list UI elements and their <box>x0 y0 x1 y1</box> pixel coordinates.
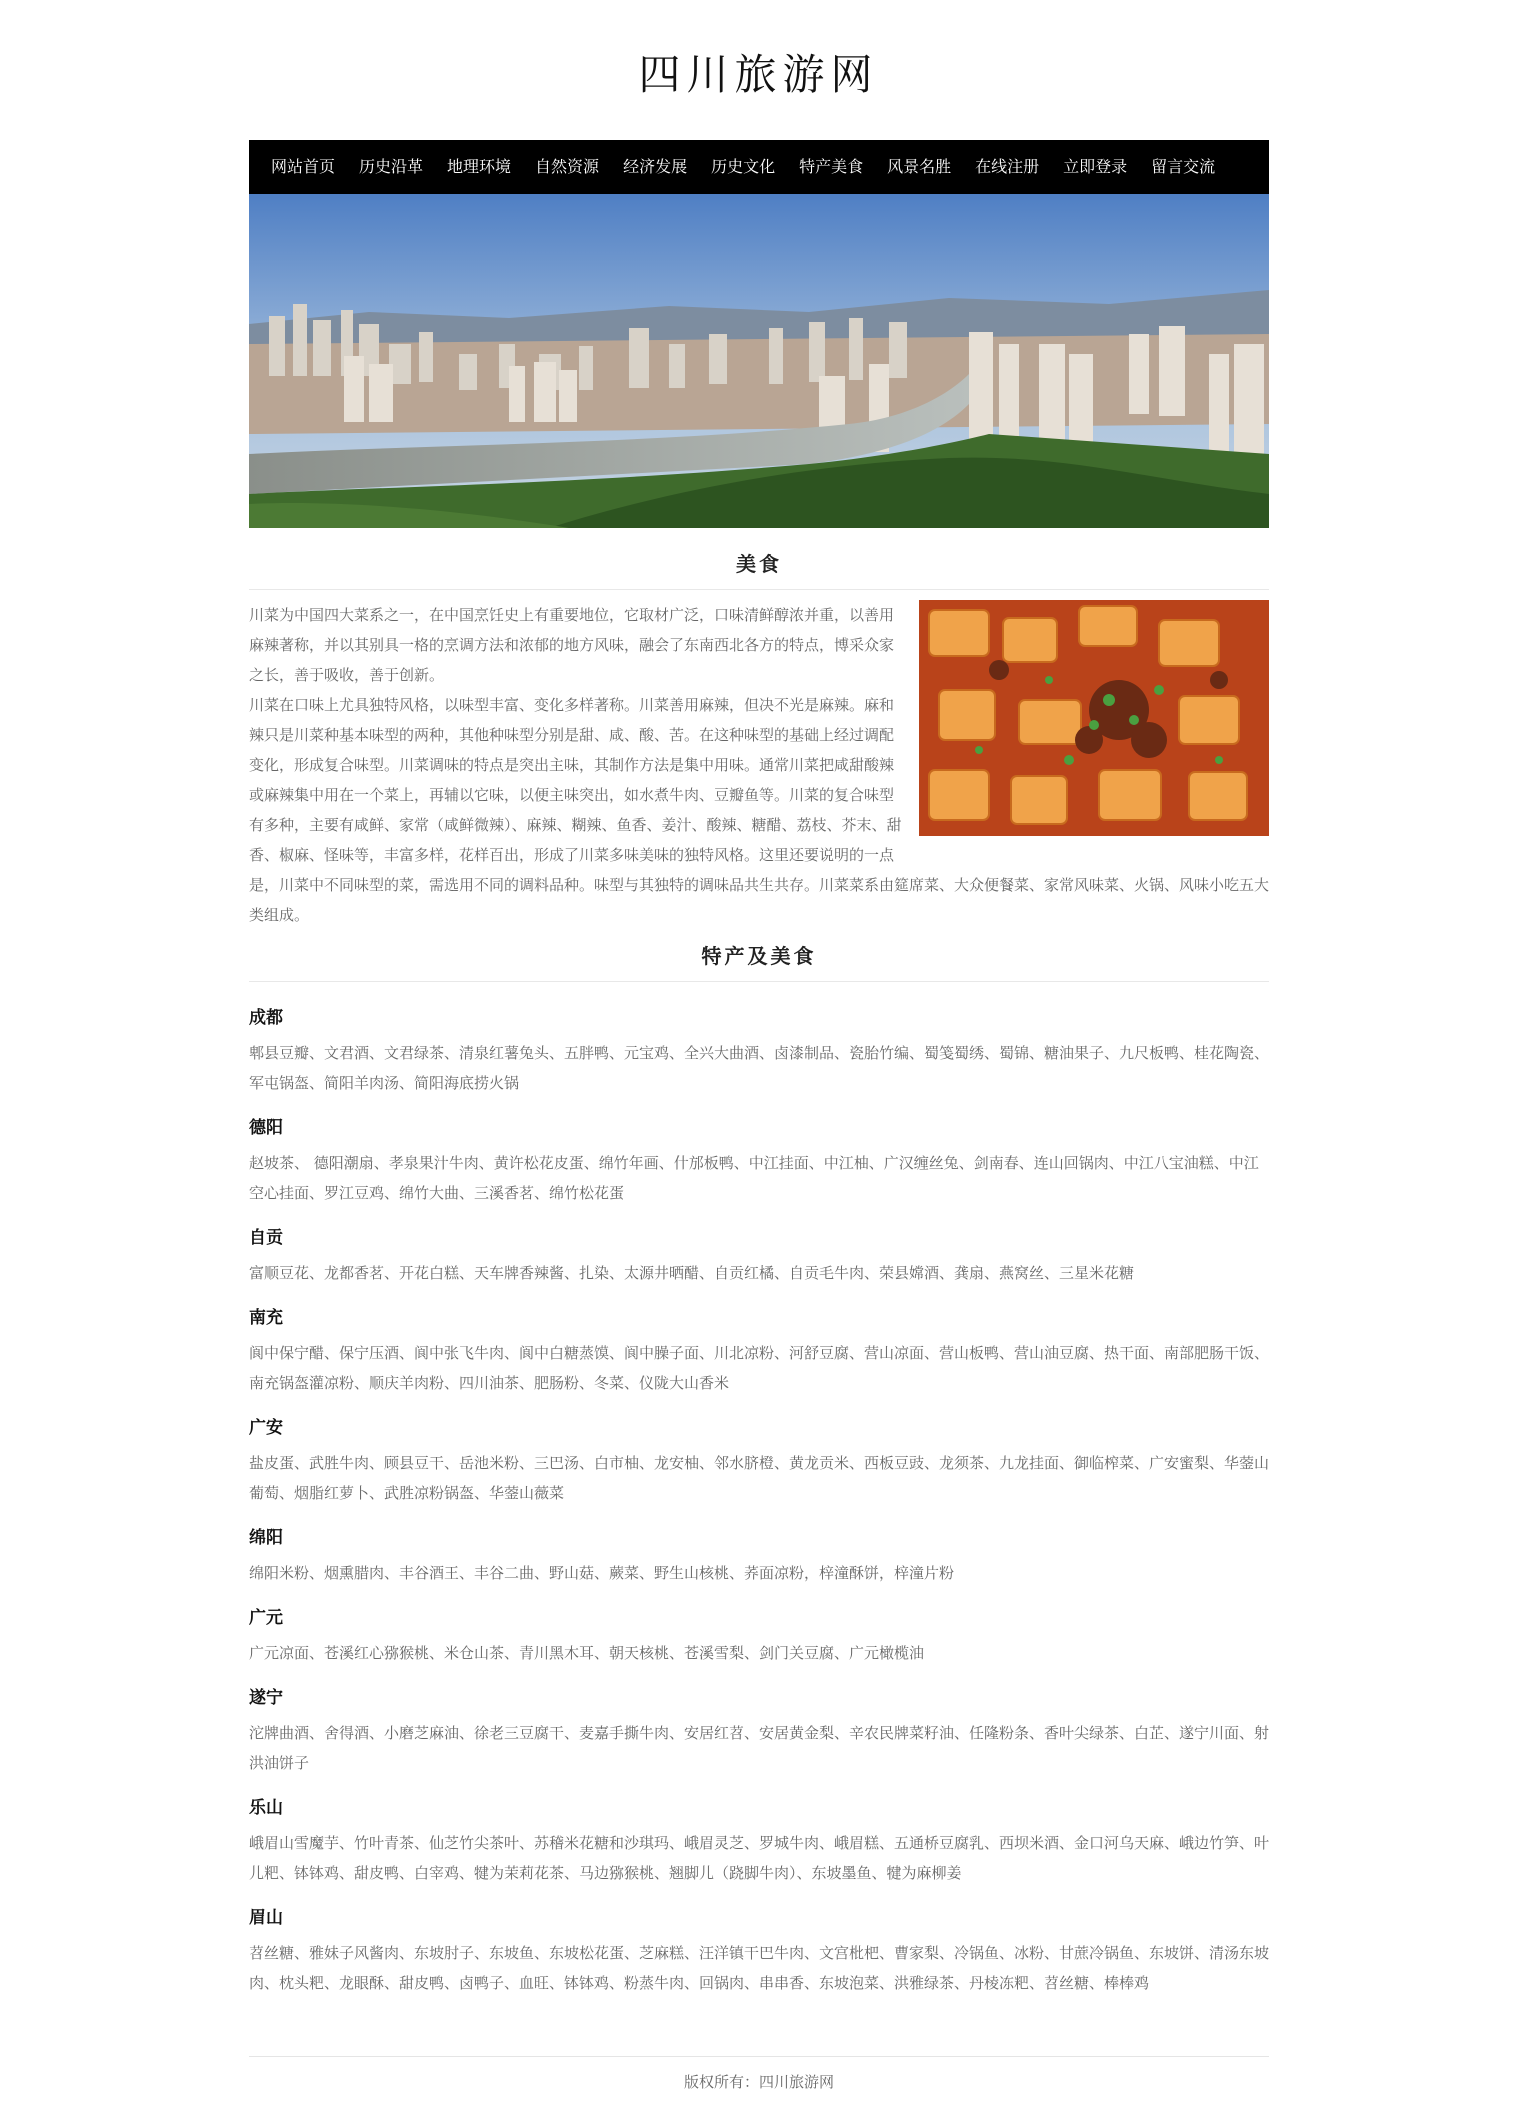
city-products-chengdu: 郫县豆瓣、文君酒、文君绿茶、清泉红薯兔头、五胖鸭、元宝鸡、全兴大曲酒、卤漆制品、瓷胎竹编、蜀笺蜀绣、蜀锦、糖油果子、九尺板鸭、桂花陶瓷、军屯锅盔、简阳羊肉汤、简阳海底捞火锅 <box>249 1044 1270 1092</box>
footer <box>249 2056 1269 2092</box>
city-heading-guangyuan: 广元 <box>249 1608 283 1628</box>
city-products-guangan: 盐皮蛋、武胜牛肉、顾县豆干、岳池米粉、三巴汤、白市柚、龙安柚、邻水脐橙、黄龙贡米、西板豆豉、龙须茶、九龙挂面、御临榨菜、广安蜜梨、华蓥山葡萄、烟脂红萝卜、武胜凉粉锅盔、华蓥山薇菜 <box>249 1454 1270 1502</box>
nav-history[interactable]: 历史沿革 <box>359 157 424 176</box>
nav-message[interactable]: 留言交流 <box>1151 157 1216 176</box>
city-products-deyang: 赵坡茶、 德阳潮扇、孝泉果汁牛肉、黄许松花皮蛋、绵竹年画、什邡板鸭、中江挂面、中江柚、广汉缠丝兔、剑南春、连山回锅肉、中江八宝油糕、中江空心挂面、罗江豆鸡、绵竹大曲、三溪香茗、绵竹松花蛋 <box>249 1154 1259 1202</box>
nav-culture[interactable]: 历史文化 <box>711 157 776 176</box>
city-heading-guangan: 广安 <box>249 1418 283 1438</box>
city-products-guangyuan: 广元凉面、苍溪红心猕猴桃、米仓山茶、青川黑木耳、朝天核桃、苍溪雪梨、剑门关豆腐、广元橄榄油 <box>249 1644 925 1662</box>
food-paragraph-1: 川菜为中国四大菜系之一，在中国烹饪史上有重要地位，它取材广泛，口味清鲜醇浓并重，以善用麻辣著称，并以其别具一格的烹调方法和浓郁的地方风味，融会了东南西北各方的特点，博采众家之长，善于吸收，善于创新。 <box>249 606 895 684</box>
city-heading-deyang: 德阳 <box>249 1118 283 1138</box>
specialties-list <box>249 998 1269 1998</box>
food-section-title: 美食 <box>249 548 1269 590</box>
city-heading-chengdu: 成都 <box>249 1008 283 1028</box>
nav-register[interactable]: 在线注册 <box>975 157 1040 176</box>
hero-city-image <box>249 194 1269 528</box>
city-products-nanchong: 阆中保宁醋、保宁压酒、阆中张飞牛肉、阆中白糖蒸馍、阆中臊子面、川北凉粉、河舒豆腐、营山凉面、营山板鸭、营山油豆腐、热干面、南部肥肠干饭、南充锅盔灌凉粉、顺庆羊肉粉、四川油茶、肥肠粉、冬菜、仪陇大山香米 <box>249 1344 1270 1392</box>
city-heading-zigong: 自贡 <box>249 1228 283 1248</box>
nav-scenery[interactable]: 风景名胜 <box>887 157 952 176</box>
city-products-meishan: 苕丝糖、雅妹子风酱肉、东坡肘子、东坡鱼、东坡松花蛋、芝麻糕、汪洋镇干巴牛肉、文宫枇杷、曹家梨、冷锅鱼、冰粉、甘蔗冷锅鱼、东坡饼、清汤东坡肉、枕头粑、龙眼酥、甜皮鸭、卤鸭子、血旺、钵钵鸡、粉蒸牛肉、回锅肉、串串香、东坡泡菜、洪雅绿茶、丹棱冻粑、苕丝糖、棒棒鸡 <box>249 1944 1270 1992</box>
city-heading-suining: 遂宁 <box>249 1688 283 1708</box>
nav-economy[interactable]: 经济发展 <box>623 157 688 176</box>
nav-geography[interactable]: 地理环境 <box>447 157 512 176</box>
city-heading-leshan: 乐山 <box>249 1798 283 1818</box>
city-products-zigong: 富顺豆花、龙都香茗、开花白糕、天车牌香辣酱、扎染、太源井晒醋、自贡红橘、自贡毛牛肉、荣县嫦酒、龚扇、燕窝丝、三星米花糖 <box>249 1264 1135 1282</box>
nav-login[interactable]: 立即登录 <box>1063 157 1128 176</box>
city-products-leshan: 峨眉山雪魔芋、竹叶青茶、仙芝竹尖茶叶、苏稽米花糖和沙琪玛、峨眉灵芝、罗城牛肉、峨眉糕、五通桥豆腐乳、西坝米酒、金口河乌天麻、峨边竹笋、叶儿粑、钵钵鸡、甜皮鸭、白宰鸡、犍为茉莉花茶、马边猕猴桃、翘脚儿（跷脚牛肉）、东坡墨鱼、犍为麻柳姜 <box>249 1834 1270 1882</box>
nav-resources[interactable]: 自然资源 <box>535 157 600 176</box>
food-section <box>249 548 1269 2008</box>
nav-food[interactable]: 特产美食 <box>799 157 864 176</box>
food-paragraph-2: 川菜在口味上尤具独特风格，以味型丰富、变化多样著称。川菜善用麻辣，但决不光是麻辣。麻和辣只是川菜种基本味型的两种，其他种味型分别是甜、咸、酸、苦。在这种味型的基础上经过调配变化，形成复合味型。川菜调味的特点是突出主味，其制作方法是集中用味。通常川菜把咸甜酸辣或麻辣集中用在一个菜上，再辅以它味，以便主味突出，如水煮牛肉、豆瓣鱼等。川菜的复合味型有多种，主要有咸鲜、家常（咸鲜微辣）、麻辣、糊辣、鱼香、姜汁、酸辣、糖醋、荔枝、芥末、甜香、椒麻、怪味等，丰富多样，花样百出，形成了川菜多味美味的独特风格。这里还要说明的一点是，川菜中不同味型的菜，需选用不同的调料品种。味型与其独特的调味品共生共存。川菜菜系由筵席菜、大众便餐菜、家常风味菜、火锅、风味小吃五大类组成。 <box>249 696 1270 924</box>
city-heading-nanchong: 南充 <box>249 1308 283 1328</box>
city-heading-mianyang: 绵阳 <box>249 1528 283 1548</box>
city-heading-meishan: 眉山 <box>249 1908 283 1928</box>
city-products-suining: 沱牌曲酒、舍得酒、小磨芝麻油、徐老三豆腐干、麦嘉手撕牛肉、安居红苕、安居黄金梨、辛农民牌菜籽油、任隆粉条、香叶尖绿茶、白芷、遂宁川面、射洪油饼子 <box>249 1724 1270 1772</box>
city-products-mianyang: 绵阳米粉、烟熏腊肉、丰谷酒王、丰谷二曲、野山菇、蕨菜、野生山核桃、荞面凉粉，梓潼酥饼，梓潼片粉 <box>249 1564 955 1582</box>
specialties-section-title: 特产及美食 <box>249 940 1269 982</box>
nav-home[interactable]: 网站首页 <box>271 157 336 176</box>
mapo-tofu-image <box>919 600 1269 836</box>
main-nav <box>249 140 1269 194</box>
copyright-text: 版权所有：四川旅游网 <box>683 2073 834 2091</box>
site-title: 四川旅游网 <box>638 50 879 99</box>
